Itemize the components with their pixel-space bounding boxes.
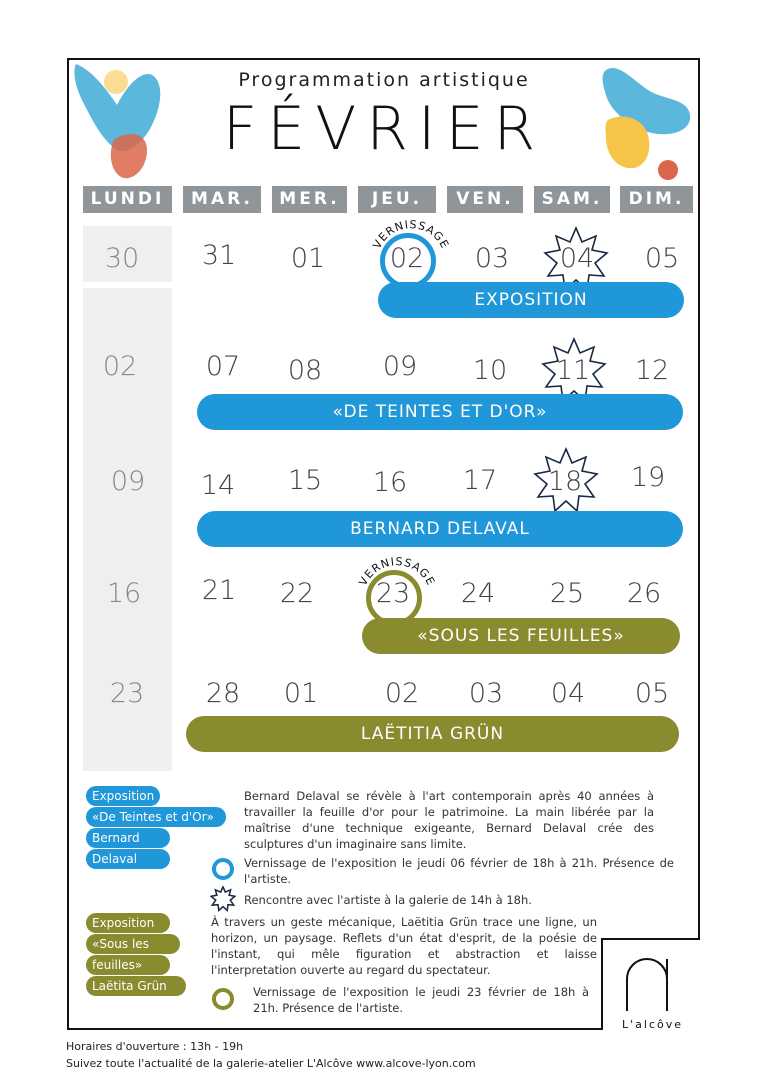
legend-blue-pills	[86, 786, 226, 870]
legend-pill: «Sous les	[86, 934, 180, 954]
date-cell: 09	[382, 351, 418, 382]
date-cell: 26	[626, 578, 662, 609]
alcove-logo-icon	[624, 955, 670, 1013]
date-cell: 07	[205, 351, 241, 382]
frame-gap	[698, 940, 702, 1032]
date-cell: 05	[644, 243, 680, 274]
date-cell: 15	[287, 465, 323, 496]
day-header-saturday: SAM.	[534, 186, 610, 213]
date-cell: 21	[201, 575, 237, 606]
footer-follow: Suivez toute l'actualité de la galerie-atelier L'Alcôve www.alcove-lyon.com	[66, 1057, 476, 1070]
date-cell: 17	[462, 465, 498, 496]
date-cell: 18	[547, 466, 583, 497]
legend-pill: Exposition	[86, 913, 170, 933]
date-cell: 22	[279, 578, 315, 609]
page-title: FÉVRIER	[222, 94, 546, 164]
svg-text:VERNISSAGE: VERNISSAGE	[356, 555, 438, 588]
vernissage-circle-olive-icon	[212, 988, 234, 1010]
footer-hours: Horaires d'ouverture : 13h - 19h	[66, 1040, 244, 1053]
legend-olive-vernissage: Vernissage de l'exposition le jeudi 23 février de 18h à 21h. Présence de l'artiste.	[253, 985, 589, 1015]
date-cell: 24	[460, 578, 496, 609]
date-cell: 02	[384, 678, 420, 709]
legend-pill: Delaval	[86, 849, 170, 869]
date-cell: 04	[559, 243, 595, 274]
legend-pill: feuilles»	[86, 955, 170, 975]
date-cell: 02	[389, 243, 425, 274]
day-header-sunday: DIM.	[620, 186, 693, 213]
event-bar: EXPOSITION	[378, 282, 684, 318]
day-header-tuesday: MAR.	[183, 186, 261, 213]
legend-olive-description: À travers un geste mécanique, Laëtitia Grün trace une ligne, un horizon, un paysage. Reflets d'un état d'esprit, de la poésie de l'instant, qui mêle figuration et abstraction et laisse l'interpretation ouverte au regard du spectateur.	[211, 915, 597, 977]
date-cell: 11	[555, 355, 591, 386]
frame-notch-vertical	[601, 938, 603, 1030]
date-cell: 02	[102, 351, 138, 382]
date-cell: 03	[468, 678, 504, 709]
page-subtitle: Programmation artistique	[238, 69, 530, 91]
legend-rencontre: Rencontre avec l'artiste à la galerie de 14h à 18h.	[244, 893, 532, 907]
event-bar: «SOUS LES FEUILLES»	[362, 618, 680, 654]
legend-pill: Laëtita Grün	[86, 976, 186, 996]
date-cell: 12	[634, 355, 670, 386]
svg-text:VERNISSAGE: VERNISSAGE	[370, 218, 452, 251]
date-cell: 01	[290, 243, 326, 274]
date-cell: 16	[372, 467, 408, 498]
date-cell: 16	[106, 578, 142, 609]
rencontre-star-icon	[210, 886, 236, 912]
frame-notch-horizontal	[601, 938, 700, 940]
date-cell: 08	[287, 355, 323, 386]
date-cell: 30	[104, 243, 140, 274]
date-cell: 04	[550, 678, 586, 709]
date-cell: 03	[474, 243, 510, 274]
date-cell: 05	[634, 678, 670, 709]
event-bar: BERNARD DELAVAL	[197, 511, 683, 547]
date-cell: 09	[110, 466, 146, 497]
frame-bottom	[67, 1028, 601, 1030]
date-cell: 23	[375, 578, 411, 609]
event-bar: «DE TEINTES ET D'OR»	[197, 394, 683, 430]
legend-olive-pills	[86, 913, 196, 997]
event-bar: LAËTITIA GRÜN	[186, 716, 679, 752]
day-header-thursday: JEU.	[358, 186, 436, 213]
date-cell: 01	[283, 678, 319, 709]
date-cell: 10	[472, 355, 508, 386]
date-cell: 28	[205, 678, 241, 709]
day-header-wednesday: MER.	[272, 186, 347, 213]
day-header-friday: VEN.	[447, 186, 523, 213]
day-header-monday: LUNDI	[83, 186, 172, 213]
legend-pill: «De Teintes et d'Or»	[86, 807, 226, 827]
date-cell: 25	[549, 578, 585, 609]
date-cell: 23	[109, 678, 145, 709]
legend-pill: Exposition	[86, 786, 160, 806]
date-cell: 31	[201, 240, 237, 271]
date-cell: 14	[200, 470, 236, 501]
vernissage-circle-blue-icon	[212, 858, 234, 880]
legend-blue-vernissage: Vernissage de l'exposition le jeudi 06 février de 18h à 21h. Présence de l'artiste.	[244, 856, 674, 886]
alcove-logo-text: L'alcôve	[622, 1018, 684, 1031]
date-cell: 19	[630, 462, 666, 493]
legend-pill: Bernard	[86, 828, 170, 848]
legend-blue-description: Bernard Delaval se révèle à l'art contemporain après 40 années à travailler la feuille d'or pour le patrimoine. La main libérée par la maîtrise d'une technique exigeante, Bernard Delaval crée des sculptures d'un imaginaire sans limite.	[244, 789, 654, 851]
